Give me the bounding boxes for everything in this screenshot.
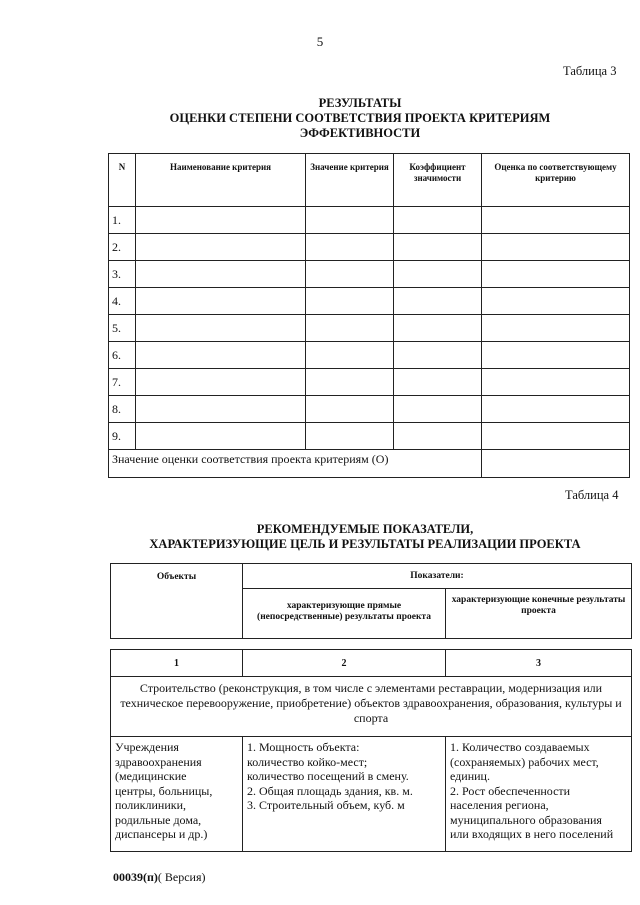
cell-line: центры, больницы,: [115, 783, 213, 798]
cell: [306, 369, 394, 396]
cell: [394, 288, 482, 315]
table-row: [109, 234, 630, 261]
cell-line: (сохраняемых) рабочих мест,: [450, 754, 599, 769]
header-criterion-value: Значение критерия: [306, 154, 394, 207]
objects-cell: [111, 737, 243, 852]
header-criterion-score: Оценка по соответствующему критерию: [482, 154, 630, 207]
row-number: 2.: [109, 234, 136, 261]
total-score-value: [482, 450, 630, 478]
header-final-results: характеризующие конечные результаты проекта: [446, 589, 632, 639]
cell-line: 1. Количество создаваемых: [450, 740, 590, 754]
cell-line: здравоохранения: [115, 754, 202, 769]
indicators-header-table: [110, 563, 632, 639]
row-number: 1.: [109, 207, 136, 234]
cell: [394, 207, 482, 234]
cell: [136, 342, 306, 369]
row-number: 3.: [109, 261, 136, 288]
cell: [306, 342, 394, 369]
cell-line: 1. Мощность объекта:: [247, 740, 360, 754]
cell: [482, 207, 630, 234]
cell: [136, 369, 306, 396]
cell: [306, 234, 394, 261]
total-score-label: Значение оценки соответствия проекта критериям (О): [109, 450, 482, 478]
cell: [306, 423, 394, 450]
cell-line: 3. Строительный объем, куб. м: [247, 798, 405, 812]
cell-line: поликлиники,: [115, 798, 187, 812]
cell-line: 2. Общая площадь здания, кв. м.: [247, 783, 413, 798]
table-row: [109, 315, 630, 342]
cell: [394, 396, 482, 423]
header-indicators: Показатели:: [243, 564, 632, 589]
cell: [136, 288, 306, 315]
header-criterion-name: Наименование критерия: [136, 154, 306, 207]
row-number: 4.: [109, 288, 136, 315]
cell: [306, 315, 394, 342]
cell: [306, 288, 394, 315]
document-footer: [113, 870, 206, 885]
section-title: Строительство (реконструкция, в том числе с элементами реставрации, модернизация или техническое перевооружение, приобретение) объектов здравоохранения, образования, культуры и спорта: [111, 677, 632, 737]
cell: [482, 288, 630, 315]
table3-title: [100, 96, 620, 141]
cell-line: населения региона,: [450, 798, 549, 812]
row-number: 7.: [109, 369, 136, 396]
table-row: [109, 288, 630, 315]
cell-line: количество койко-мест;: [247, 754, 368, 769]
cell: [394, 315, 482, 342]
indicators-table: [110, 649, 632, 852]
cell: [394, 234, 482, 261]
column-number: 3: [446, 650, 632, 677]
table-row: [109, 207, 630, 234]
row-number: 6.: [109, 342, 136, 369]
cell-line: единиц.: [450, 769, 490, 783]
total-row: [109, 450, 630, 478]
cell: [394, 369, 482, 396]
cell: [136, 315, 306, 342]
direct-results-cell: [243, 737, 446, 852]
cell: [136, 423, 306, 450]
cell: [394, 261, 482, 288]
page-number: 5: [316, 34, 324, 49]
doc-version: ( Версия): [157, 870, 206, 884]
cell: [306, 261, 394, 288]
cell: [482, 423, 630, 450]
cell-line: (медицинские: [115, 769, 187, 783]
table3-title-line: ЭФФЕКТИВНОСТИ: [299, 126, 421, 140]
cell-line: муниципального образования: [450, 812, 602, 827]
table-row: [109, 342, 630, 369]
header-direct-results: характеризующие прямые (непосредственные) результаты проекта: [243, 589, 446, 639]
table4-label: Таблица 4: [565, 488, 619, 502]
table4-title: [100, 522, 630, 552]
cell: [482, 369, 630, 396]
table3-title-line: ОЦЕНКИ СТЕПЕНИ СООТВЕТСТВИЯ ПРОЕКТА КРИТЕРИЯМ: [169, 111, 551, 125]
row-number: 5.: [109, 315, 136, 342]
table-row: [109, 423, 630, 450]
cell-line: 2. Рост обеспеченности: [450, 783, 571, 798]
cell: [394, 423, 482, 450]
cell: [482, 315, 630, 342]
cell: [482, 234, 630, 261]
cell-line: диспансеры и др.): [115, 827, 208, 841]
cell-line: количество посещений в смену.: [247, 769, 409, 783]
cell: [136, 261, 306, 288]
header-significance-coefficient: Коэффициент значимости: [394, 154, 482, 207]
final-results-cell: [446, 737, 632, 852]
cell-line: Учреждения: [115, 740, 179, 754]
cell: [136, 396, 306, 423]
cell: [306, 396, 394, 423]
header-objects: Объекты: [111, 564, 243, 639]
cell: [136, 234, 306, 261]
column-number: 2: [243, 650, 446, 677]
cell: [394, 342, 482, 369]
header-n: N: [109, 154, 136, 207]
table4-title-line: ХАРАКТЕРИЗУЮЩИЕ ЦЕЛЬ И РЕЗУЛЬТАТЫ РЕАЛИЗАЦИИ ПРОЕКТА: [149, 537, 581, 551]
table-row: [109, 396, 630, 423]
column-number: 1: [111, 650, 243, 677]
row-number: 8.: [109, 396, 136, 423]
table3-label: Таблица 3: [563, 64, 617, 78]
doc-id: 00039(п): [113, 870, 158, 884]
table-row: [109, 261, 630, 288]
table4-title-line: РЕКОМЕНДУЕМЫЕ ПОКАЗАТЕЛИ,: [256, 522, 474, 536]
cell: [482, 396, 630, 423]
table-row: [111, 737, 632, 852]
cell-line: родильные дома,: [115, 812, 202, 827]
cell: [482, 261, 630, 288]
cell: [482, 342, 630, 369]
cell: [136, 207, 306, 234]
table3-title-line: РЕЗУЛЬТАТЫ: [318, 96, 402, 110]
criteria-table: [108, 153, 630, 478]
cell: [306, 207, 394, 234]
table-row: [109, 369, 630, 396]
row-number: 9.: [109, 423, 136, 450]
cell-line: или входящих в него поселений: [450, 827, 614, 841]
